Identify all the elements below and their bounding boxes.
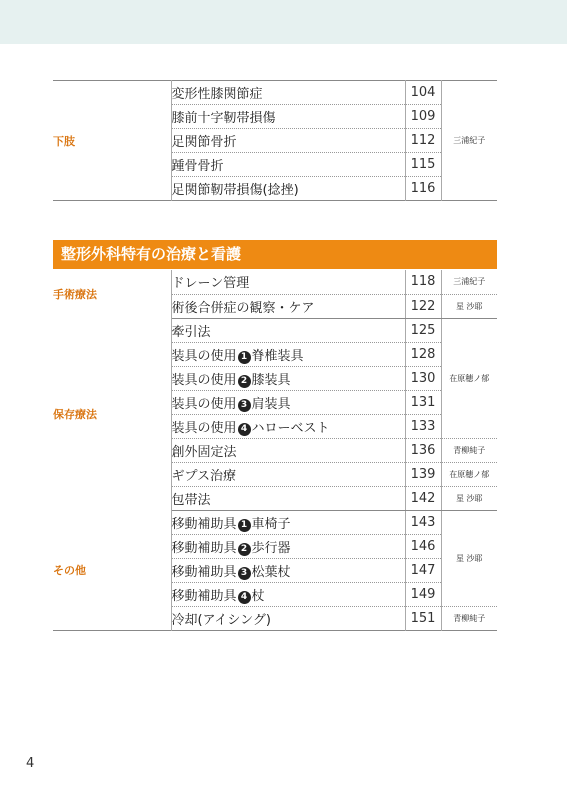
- category-label: 手術療法: [53, 270, 171, 318]
- entry-author: 青柳純子: [441, 438, 497, 462]
- entry-author: 三浦紀子: [441, 270, 497, 294]
- number-badge: 1: [238, 519, 251, 532]
- entry-title-prefix: 移動補助具: [171, 540, 237, 556]
- toc-table-treatment: [53, 270, 497, 631]
- entry-title: [171, 366, 405, 390]
- entry-title: [171, 510, 405, 534]
- entry-title-prefix: 装具の使用: [171, 348, 237, 364]
- entry-title-suffix: 膝装具: [251, 372, 291, 388]
- entry-page: 136: [405, 438, 441, 462]
- entry-title: 変形性膝関節症: [171, 81, 405, 105]
- section-heading: 整形外科特有の治療と看護: [53, 240, 497, 269]
- entry-title-suffix: 松葉杖: [251, 564, 291, 580]
- page-number: 4: [26, 756, 35, 771]
- entry-page: 115: [405, 153, 441, 177]
- entry-title: [171, 558, 405, 582]
- entry-author: 星 沙耶: [441, 294, 497, 318]
- entry-author: 青柳純子: [453, 613, 486, 623]
- number-badge: 4: [238, 423, 251, 436]
- entry-title-suffix: 車椅子: [251, 516, 291, 532]
- entry-page: 118: [405, 270, 441, 294]
- entry-title: [171, 414, 405, 438]
- entry-title-prefix: 移動補助具: [171, 516, 237, 532]
- entry-page: 142: [405, 486, 441, 510]
- entry-title: 膝前十字靭帯損傷: [171, 105, 405, 129]
- number-badge: 3: [238, 567, 251, 580]
- toc-row[interactable]: [53, 318, 497, 342]
- entry-page: 139: [405, 462, 441, 486]
- entry-author: 星 沙耶: [441, 510, 497, 606]
- entry-title: 術後合併症の観察・ケア: [171, 294, 405, 318]
- category-label: 下肢: [53, 81, 171, 201]
- entry-title: 創外固定法: [171, 438, 405, 462]
- entry-page: 133: [405, 414, 441, 438]
- entry-page: 109: [405, 105, 441, 129]
- entry-author: 在原穂ノ郁: [441, 318, 497, 438]
- toc-row[interactable]: [53, 81, 497, 105]
- entry-title-prefix: 装具の使用: [171, 396, 237, 412]
- entry-page: 130: [405, 366, 441, 390]
- entry-title: 牽引法: [171, 318, 405, 342]
- entry-title-prefix: 装具の使用: [171, 372, 237, 388]
- entry-author: 在原穂ノ郁: [441, 462, 497, 486]
- toc-row[interactable]: [53, 510, 497, 534]
- entry-page: 125: [405, 318, 441, 342]
- entry-title: ドレーン管理: [171, 270, 405, 294]
- entry-page: 104: [405, 81, 441, 105]
- entry-page: 128: [405, 342, 441, 366]
- entry-title-prefix: 移動補助具: [171, 588, 237, 604]
- entry-title: 足関節靭帯損傷(捻挫): [171, 183, 299, 198]
- entry-author: 三浦紀子: [453, 136, 486, 145]
- entry-page: 131: [405, 390, 441, 414]
- entry-title-prefix: 装具の使用: [171, 420, 237, 436]
- entry-page: 147: [405, 558, 441, 582]
- entry-title: [171, 342, 405, 366]
- category-label: 保存療法: [53, 318, 171, 510]
- entry-title-suffix: 脊椎装具: [251, 348, 304, 364]
- toc-table-lower-limb: [53, 80, 497, 201]
- number-badge: 1: [238, 351, 251, 364]
- entry-title: ギプス治療: [171, 462, 405, 486]
- entry-title-suffix: 歩行器: [251, 540, 291, 556]
- entry-page: 143: [405, 510, 441, 534]
- number-badge: 2: [238, 375, 251, 388]
- entry-title-suffix: 杖: [251, 588, 265, 604]
- entry-title: [171, 582, 405, 606]
- entry-title: 足関節骨折: [171, 129, 405, 153]
- category-label: その他: [53, 510, 171, 630]
- entry-page: 151: [405, 606, 441, 630]
- number-badge: 3: [238, 399, 251, 412]
- entry-page: 146: [405, 534, 441, 558]
- entry-title-suffix: 肩装具: [251, 396, 291, 412]
- entry-title: [171, 534, 405, 558]
- toc-row[interactable]: [53, 270, 497, 294]
- header-band: [0, 0, 567, 44]
- entry-title-suffix: ハローベスト: [251, 420, 330, 436]
- entry-page: 112: [405, 129, 441, 153]
- entry-title: [171, 390, 405, 414]
- entry-page: 116: [405, 177, 441, 201]
- entry-title-prefix: 移動補助具: [171, 564, 237, 580]
- number-badge: 4: [238, 591, 251, 604]
- entry-page: 122: [405, 294, 441, 318]
- entry-page: 149: [405, 582, 441, 606]
- entry-author: 星 沙耶: [441, 486, 497, 510]
- entry-title: 冷却(アイシング): [171, 612, 271, 628]
- number-badge: 2: [238, 543, 251, 556]
- entry-title: 踵骨骨折: [171, 153, 405, 177]
- entry-title: 包帯法: [171, 486, 405, 510]
